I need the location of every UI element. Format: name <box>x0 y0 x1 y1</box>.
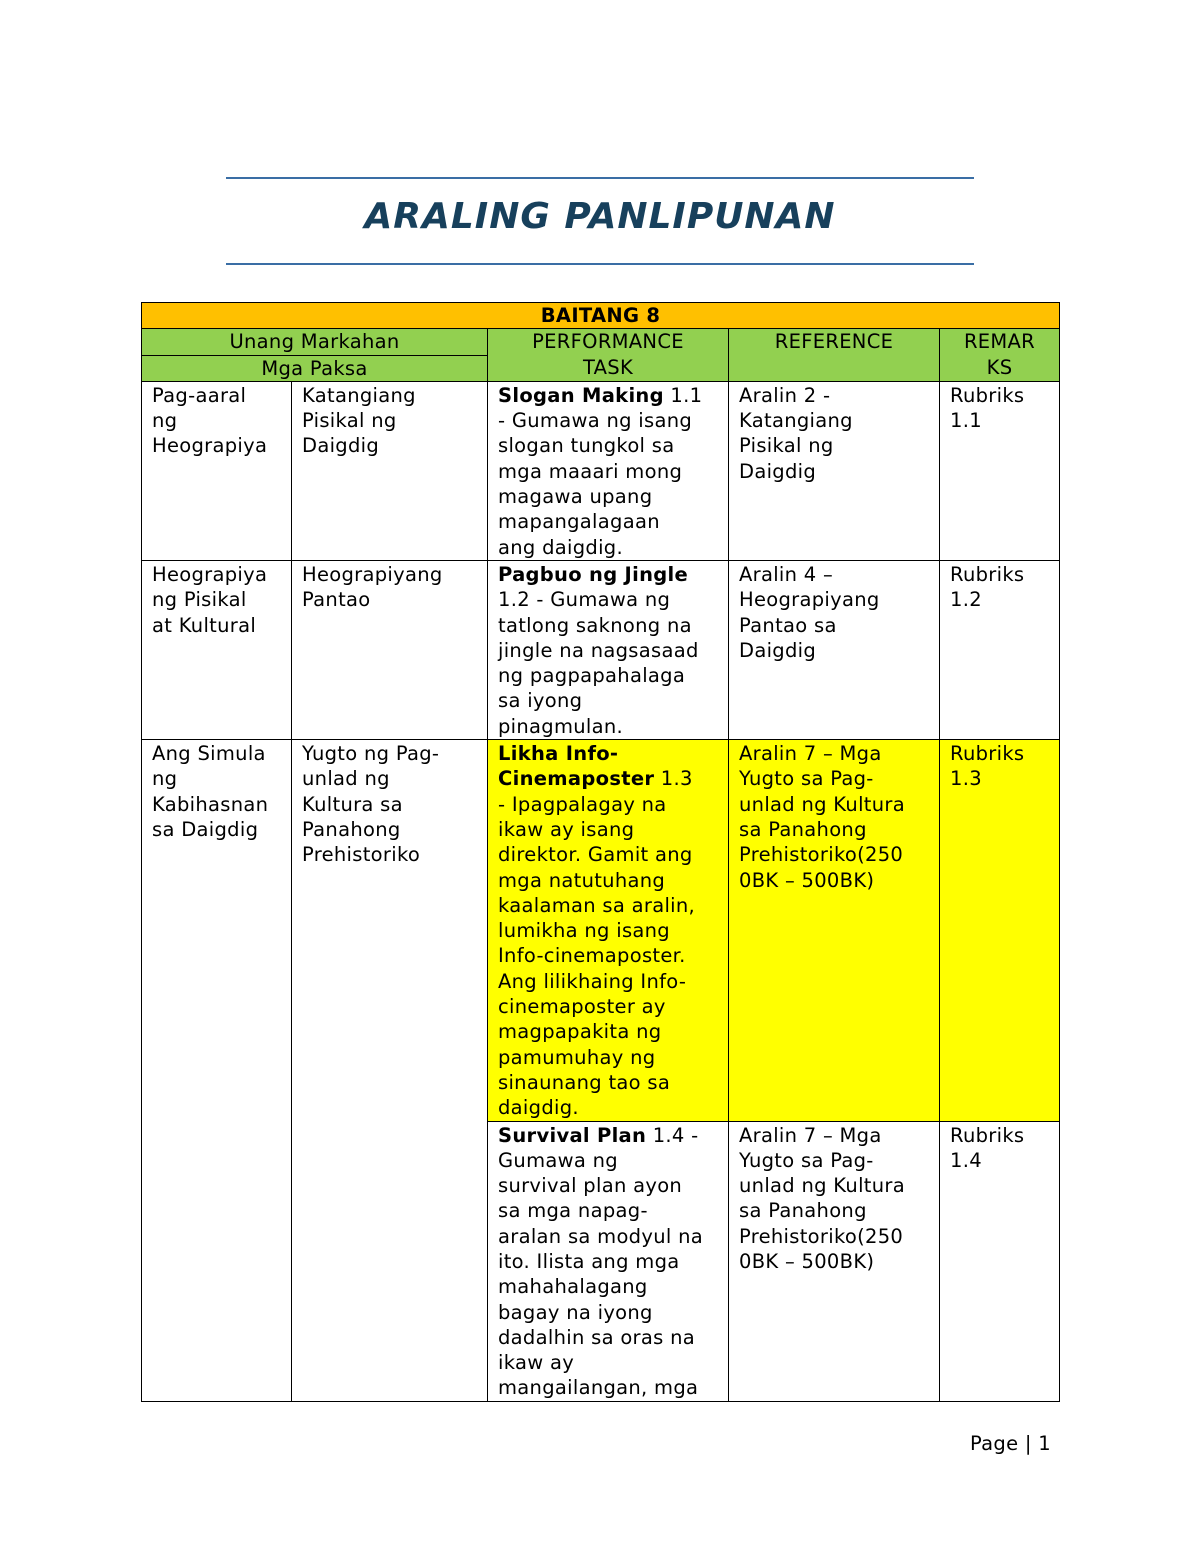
reference-line: Katangiang <box>739 409 853 433</box>
topic-line: Ang Simula <box>152 742 266 766</box>
remark-line: Rubriks <box>950 1123 1025 1147</box>
task-cell <box>488 381 729 560</box>
reference-line: 0BK – 500BK) <box>739 1249 875 1273</box>
task-line: lumikha ng isang <box>498 919 670 943</box>
reference-line: Aralin 7 – Mga <box>739 1123 882 1147</box>
task-title: Likha Info- <box>498 742 619 766</box>
grade-header: BAITANG 8 <box>142 303 1060 329</box>
table-row <box>142 740 1060 1121</box>
topic-line: at Kultural <box>152 613 257 637</box>
task-number: 1.4 - <box>646 1123 699 1147</box>
page-title: ARALING PANLIPUNAN <box>364 196 836 237</box>
remark-line: Rubriks <box>950 383 1025 407</box>
reference-line: unlad ng Kultura <box>739 792 905 816</box>
table-row <box>142 560 1060 739</box>
performance-task-header-l1: PERFORMANCE <box>532 330 684 354</box>
remarks-header-l1: REMAR <box>963 330 1036 354</box>
task-line: 1.2 - Gumawa ng <box>498 588 671 612</box>
page-number-footer: Page | 1 <box>970 1432 1051 1455</box>
topic-line: ng Pisikal <box>152 588 247 612</box>
remarks-cell <box>940 1121 1060 1401</box>
task-line: sinaunang tao sa <box>498 1070 671 1094</box>
performance-task-header <box>488 329 729 382</box>
task-line: survival plan ayon <box>498 1174 683 1198</box>
reference-line: Daigdig <box>739 459 817 483</box>
reference-header-label: REFERENCE <box>774 330 894 354</box>
task-cell-highlighted <box>488 740 729 1121</box>
topic-cell <box>142 740 292 1402</box>
reference-line: Daigdig <box>739 638 817 662</box>
task-line: Ang lilikhaing Info- <box>498 969 687 993</box>
task-line: bagay na iyong <box>498 1300 653 1324</box>
task-line: pamumuhay ng <box>498 1045 656 1069</box>
task-line: ikaw ay <box>498 1351 575 1375</box>
task-title: Cinemaposter <box>498 767 655 791</box>
quarter-header: Unang Markahan <box>142 329 488 355</box>
task-line: Info-cinemaposter. <box>498 944 686 968</box>
task-line: magawa upang <box>498 485 653 509</box>
topic-cell <box>142 381 292 560</box>
task-line: direktor. Gamit ang <box>498 843 693 867</box>
subtopic-cell <box>292 740 488 1402</box>
task-line: - Gumawa ng isang <box>498 409 693 433</box>
title-bottom-rule <box>226 263 974 265</box>
task-line: sa mga napag- <box>498 1199 648 1223</box>
reference-line: Prehistoriko(250 <box>739 843 904 867</box>
task-line: tatlong saknong na <box>498 613 692 637</box>
reference-cell <box>729 381 940 560</box>
remark-line: Rubriks <box>950 562 1025 586</box>
task-line: ito. Ilista ang mga <box>498 1249 680 1273</box>
remark-line: Rubriks <box>950 742 1025 766</box>
task-title: Slogan Making <box>498 383 664 407</box>
reference-line: Pantao sa <box>739 613 837 637</box>
topic-line: Kabihasnan <box>152 792 269 816</box>
task-title: Pagbuo ng Jingle <box>498 562 689 586</box>
topic-line: ng <box>152 767 178 791</box>
subtopic-cell <box>292 381 488 560</box>
reference-line: Yugto sa Pag- <box>739 1148 874 1172</box>
topic-line: ng <box>152 409 178 433</box>
subtopic-line: Katangiang <box>302 383 416 407</box>
task-line: ikaw ay isang <box>498 817 635 841</box>
remark-line: 1.2 <box>950 588 982 612</box>
task-line: sa iyong <box>498 689 583 713</box>
task-line: jingle na nagsasaad <box>498 638 699 662</box>
task-line: mga natutuhang <box>498 868 666 892</box>
task-cell <box>488 1121 729 1401</box>
task-line: mga maaari mong <box>498 459 683 483</box>
task-cell <box>488 560 729 739</box>
subtopic-line: Heograpiyang <box>302 562 443 586</box>
task-title: Survival Plan <box>498 1123 647 1147</box>
task-line: aralan sa modyul na <box>498 1224 703 1248</box>
reference-line: sa Panahong <box>739 817 867 841</box>
task-line: dadalhin sa oras na <box>498 1325 695 1349</box>
reference-line: 0BK – 500BK) <box>739 868 875 892</box>
subtopic-line: Prehistoriko <box>302 843 421 867</box>
table-row <box>142 381 1060 560</box>
task-line: ng pagpapahalaga <box>498 664 686 688</box>
remarks-cell <box>940 560 1060 739</box>
subtopic-line: Pantao <box>302 588 371 612</box>
subtopic-line: Pisikal ng <box>302 409 397 433</box>
task-line: cinemaposter ay <box>498 995 666 1019</box>
task-line: pinagmulan. <box>498 714 624 738</box>
reference-cell <box>729 560 940 739</box>
reference-line: Aralin 2 - <box>739 383 831 407</box>
reference-line: Heograpiyang <box>739 588 880 612</box>
remark-line: 1.3 <box>950 767 982 791</box>
remark-line: 1.4 <box>950 1148 982 1172</box>
performance-task-header-l2: TASK <box>582 355 634 379</box>
reference-cell-highlighted <box>729 740 940 1121</box>
reference-line: Yugto sa Pag- <box>739 767 874 791</box>
subtopic-line: Panahong <box>302 817 401 841</box>
reference-cell <box>729 1121 940 1401</box>
reference-line: Aralin 7 – Mga <box>739 742 882 766</box>
task-line: magpapakita ng <box>498 1020 662 1044</box>
reference-line: Prehistoriko(250 <box>739 1224 904 1248</box>
topic-line: Heograpiya <box>152 562 268 586</box>
title-top-rule <box>226 177 974 179</box>
remarks-header <box>940 329 1060 382</box>
topic-cell <box>142 560 292 739</box>
reference-line: Pisikal ng <box>739 434 834 458</box>
reference-line: sa Panahong <box>739 1199 867 1223</box>
topics-header: Mga Paksa <box>142 355 488 381</box>
topic-line: Pag-aaral <box>152 383 247 407</box>
subtopic-line: unlad ng <box>302 767 390 791</box>
task-number: 1.3 <box>654 767 693 791</box>
remarks-header-l2: KS <box>986 355 1013 379</box>
remarks-cell <box>940 381 1060 560</box>
task-line: kaalaman sa aralin, <box>498 893 696 917</box>
task-number: 1.1 <box>663 383 703 407</box>
reference-line: unlad ng Kultura <box>739 1174 905 1198</box>
remarks-cell-highlighted <box>940 740 1060 1121</box>
task-line: - Ipagpalagay na <box>498 792 667 816</box>
task-line: ang daigdig. <box>498 535 623 559</box>
task-line: mapangalagaan <box>498 510 660 534</box>
task-line: slogan tungkol sa <box>498 434 675 458</box>
task-line: mangailangan, mga <box>498 1376 699 1400</box>
task-line: Gumawa ng <box>498 1148 618 1172</box>
topic-line: Heograpiya <box>152 434 268 458</box>
task-line: mahahalagang <box>498 1275 648 1299</box>
subtopic-line: Daigdig <box>302 434 380 458</box>
topic-line: sa Daigdig <box>152 817 259 841</box>
reference-header <box>729 329 940 382</box>
task-line: daigdig. <box>498 1096 579 1120</box>
subtopic-line: Yugto ng Pag- <box>302 742 440 766</box>
reference-line: Aralin 4 – <box>739 562 834 586</box>
subtopic-cell <box>292 560 488 739</box>
performance-task-table <box>141 302 1060 1402</box>
subtopic-line: Kultura sa <box>302 792 403 816</box>
remark-line: 1.1 <box>950 409 982 433</box>
